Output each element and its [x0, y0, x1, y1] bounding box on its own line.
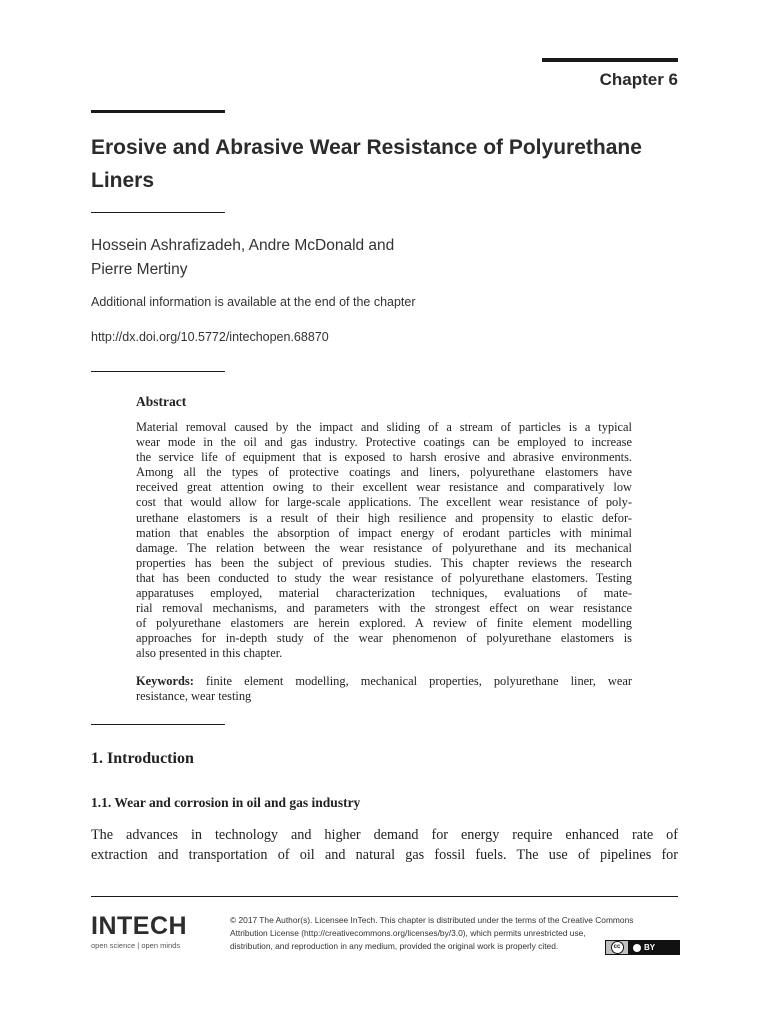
abstract-line: also presented in this chapter. [136, 646, 283, 661]
author-list [91, 234, 511, 282]
author-line: Pierre Mertiny [91, 261, 188, 278]
doi-divider [91, 371, 225, 372]
abstract-line: rial removal mechanisms, and parameters with the strongest effect on wear resistance [136, 601, 632, 616]
section-heading: 1. Introduction [91, 750, 194, 767]
abstract-line: damage. The relation between the wear resistance of polyurethane and its mechanical [136, 540, 632, 555]
cc-text: cc [611, 941, 624, 954]
abstract-line: apparatuses employed, material characterization techniques, evaluations of mate- [136, 586, 632, 601]
subsection-heading: 1.1. Wear and corrosion in oil and gas industry [91, 795, 361, 810]
author-line: Hossein Ashrafizadeh, Andre McDonald and [91, 237, 395, 254]
article-title: Erosive and Abrasive Wear Resistance of Polyurethane Liners [91, 136, 642, 192]
intro-line: extraction and transportation of oil and natural gas fossil fuels. The use of pipelines for [91, 847, 678, 863]
keywords-label: Keywords: [136, 674, 194, 688]
keywords-line: resistance, wear testing [136, 689, 252, 704]
abstract-line: that has been conducted to study the wear resistance of polyurethane elastomers. Testing [136, 570, 632, 585]
abstract-line: properties has been the subject of previous studies. This chapter reviews the research [136, 555, 632, 570]
abstract-heading: Abstract [136, 394, 187, 409]
logo-tagline: open science | open minds [91, 941, 181, 950]
abstract-line: the service life of equipment that is exposed to harsh erosive and abrasive environments. [136, 450, 632, 465]
chapter-label: Chapter 6 [599, 70, 678, 89]
title-top-rule [91, 110, 225, 113]
abstract-line: mation that enables the absorption of impact energy of erodant particles with minimal [136, 525, 632, 540]
abstract-body [136, 420, 632, 662]
additional-info: Additional information is available at the end of the chapter [91, 295, 416, 309]
abstract-line: Material removal caused by the impact and sliding of a stream of particles is a typical [136, 420, 632, 434]
license-line: © 2017 The Author(s). Licensee InTech. This chapter is distributed under the terms of the Creative Commons [230, 915, 634, 925]
footer-rule [91, 896, 678, 897]
title-bottom-rule [91, 212, 225, 213]
doi-link[interactable]: http://dx.doi.org/10.5772/intechopen.68870 [91, 330, 329, 344]
cc-icon [606, 941, 629, 954]
abstract-line: urethane elastomers is a result of their high resilience and propensity to elastic defor- [136, 510, 632, 525]
keywords-divider [91, 724, 225, 725]
abstract-line: approaches for in-depth study of the wear phenomenon of polyurethane elastomers is [136, 631, 632, 646]
top-right-rule [542, 58, 678, 62]
license-line: Attribution License (http://creativecommons.org/licenses/by/3.0), which permits unrestricted use, [230, 927, 586, 938]
abstract-line: received great attention owing to their excellent wear resistance and comparatively low [136, 480, 632, 495]
keywords-text: finite element modelling, mechanical properties, polyurethane liner, wear [205, 674, 632, 688]
intech-logo: INTECH [91, 912, 188, 940]
license-line: distribution, and reproduction in any medium, provided the original work is properly cited. [230, 940, 559, 951]
by-text: BY [644, 943, 656, 952]
keywords [136, 674, 632, 704]
by-section [629, 943, 655, 952]
keywords-line [136, 674, 632, 689]
abstract-line: wear mode in the oil and gas industry. Protective coatings can be employed to increase [136, 435, 632, 450]
abstract-line: cost that would allow for large-scale applications. The excellent wear resistance of poly- [136, 495, 632, 510]
intro-line: The advances in technology and higher demand for energy require enhanced rate of [91, 827, 678, 843]
abstract-line: Among all the types of protective coatings and liners, polyurethane elastomers have [136, 465, 632, 480]
person-icon [633, 944, 641, 952]
cc-by-badge[interactable] [605, 940, 680, 955]
intro-paragraph [91, 825, 678, 865]
abstract-line: of polyurethane elastomers are herein explored. A review of finite element modelling [136, 616, 632, 631]
